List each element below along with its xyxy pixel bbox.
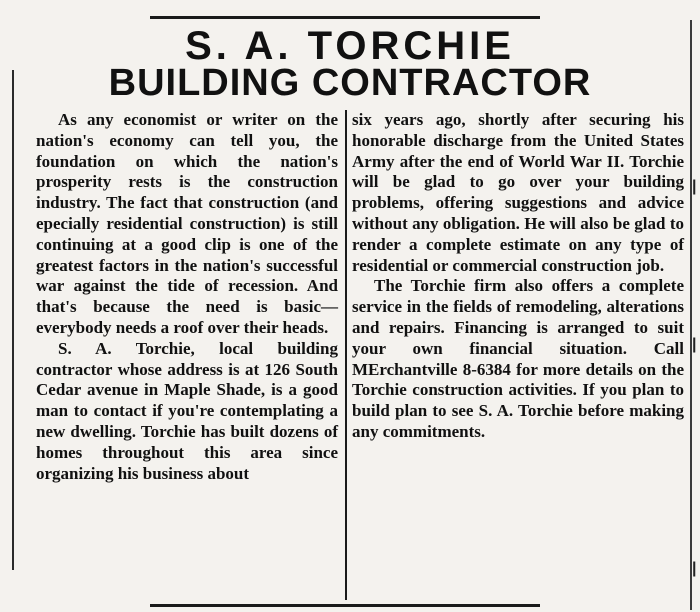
article-paragraph: S. A. Torchie, local building contractor whose address is at 126 South Cedar avenue in Maple Shade, is a good man to contact if you're contemplating a new dwelling. Torchie has built dozens of homes throughout this area since organizing his business about bbox=[36, 338, 338, 483]
article-right-column bbox=[352, 110, 684, 443]
margin-mark: | bbox=[692, 560, 697, 577]
article-paragraph: As any economist or writer on the nation's economy can tell you, the foundation on which the nation's prosperity rests is the construction industry. The fact that construction (and epecially residential construction) is still continuing at a good clip is one of the greatest factors in the nation's successful war against the tide of recession. And that's because the need is basic—everybody needs a roof over their heads. bbox=[36, 110, 338, 337]
article-paragraph: The Torchie firm also offers a complete service in the fields of remodeling, alterations and repairs. Financing is arranged to suit your own financial situation. Call MErchantville 8-6384 for more details on the Torchie construction activities. If you plan to build plan to see S. A. Torchie before making any commitments. bbox=[352, 276, 684, 441]
margin-mark: | bbox=[692, 336, 697, 353]
headline-title: BUILDING CONTRACTOR bbox=[108, 62, 592, 104]
left-edge-rule bbox=[12, 70, 14, 570]
column-divider bbox=[345, 110, 347, 600]
top-rule bbox=[150, 16, 540, 19]
article-paragraph: six years ago, shortly after securing his honorable discharge from the United States Army after the end of World War II. Torchie will be glad to go over your building problems, offering suggestions and advice without any obligation. He will also be glad to render a complete estimate on any type of residential or commercial construction job. bbox=[352, 110, 684, 275]
article-left-column bbox=[36, 110, 338, 484]
headline-name: S. A. TORCHIE bbox=[185, 24, 515, 68]
bottom-rule bbox=[150, 604, 540, 607]
margin-mark: | bbox=[692, 178, 697, 195]
right-edge-rule bbox=[690, 20, 692, 610]
